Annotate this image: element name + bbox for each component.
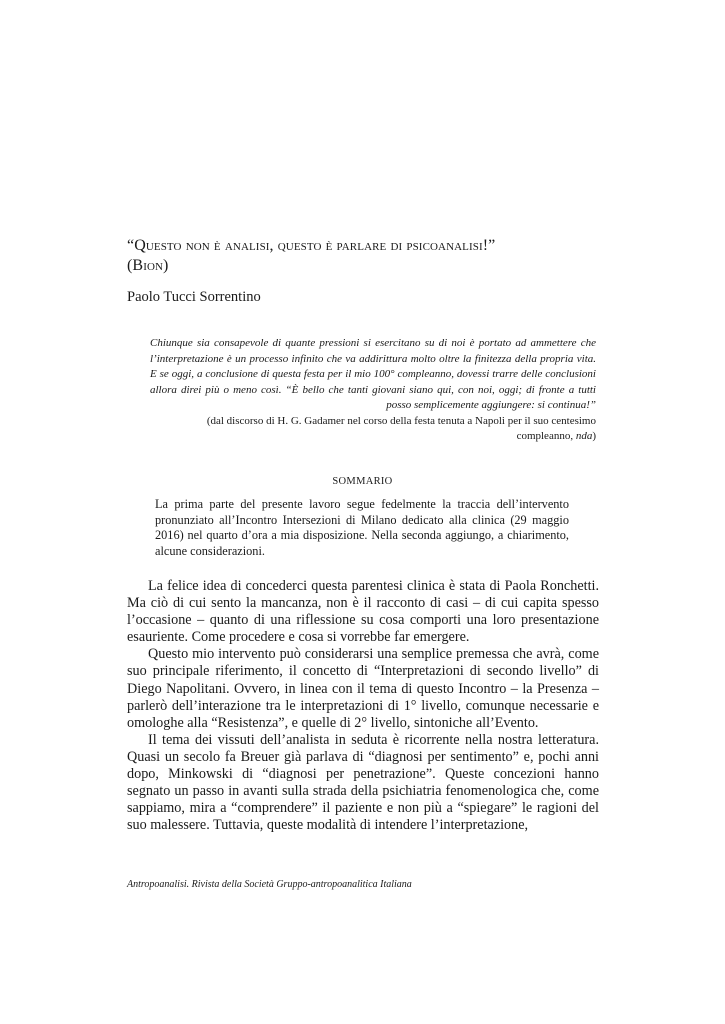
sommario-text: La prima parte del presente lavoro segue fedelmente la traccia dell’intervento pronunziato all’Incontro Intersezioni di Milano dedicato alla clinica (29 maggio 2016) nel quarto d’ora a mia disposizione. Nella seconda aggiungo, a chiarimento, alcune considerazioni.: [155, 497, 569, 558]
epigraph-source: [150, 414, 596, 445]
title-line-1: “Questo non è analisi, questo è parlare di psicoanalisi!”: [127, 237, 496, 254]
sommario-heading: SOMMARIO: [332, 476, 393, 487]
epigraph-source-text: (dal discorso di H. G. Gadamer nel corso della festa tenuta a Napoli per il suo centesimo compleanno,: [206, 414, 596, 442]
epigraph: [150, 336, 596, 445]
author-name: Paolo Tucci Sorrentino: [127, 289, 261, 305]
body-paragraph: Il tema dei vissuti dell’analista in seduta è ricorrente nella nostra letteratura. Quasi un secolo fa Breuer già parlava di “diagnosi per sentimento” e, pochi anni dopo, Minkowski di “diagnosi per penetrazione”. Queste concezioni hanno segnato un passo in avanti sulla strada della psichiatria fenomenologica che, come sappiamo, mira a “comprendere” il paziente e non più a “spiegare” le ragioni del suo malessere. Tuttavia, queste modalità di intendere l’interpretazione,: [127, 731, 599, 834]
epigraph-quote: Chiunque sia consapevole di quante pressioni si esercitano su di noi è portato ad ammettere che l’interpretazione è un processo infinito che va addirittura molto oltre la finitezza della propria vita. E se oggi, a conclusione di questa festa per il mio 100° compleanno, dovessi trarre delle conclusioni allora direi più o meno così. “È bello che tanti giovani siano qui, con noi, oggi; di fronte a tutti posso semplicemente aggiungere: si continua!”: [150, 337, 596, 411]
article-title: [127, 236, 607, 276]
body-paragraph: Questo mio intervento può considerarsi una semplice premessa che avrà, come suo principale riferimento, il concetto di “Interpretazioni di secondo livello” di Diego Napolitani. Ovvero, in linea con il tema di questo Incontro – la Presenza – parlerò dell’interazione tra le interpretazioni di 1° livello, comunque necessarie e omologhe alla “Resistenza”, e quelle di 2° livello, sintoniche all’Evento.: [127, 646, 599, 731]
body-text: [127, 578, 599, 834]
epigraph-source-close: ): [592, 430, 596, 442]
epigraph-source-nda: nda: [575, 430, 593, 442]
journal-footer: Antropoanalisi. Rivista della Società Gruppo-antropoanalitica Italiana: [127, 879, 412, 890]
body-paragraph: La felice idea di concederci questa parentesi clinica è stata di Paola Ronchetti. Ma ciò di cui sento la mancanza, non è il racconto di casi – di cui capita spesso l’occasione – quanto di una riflessione su cosa comporti una loro presentazione esauriente. Come procedere e cosa si vorrebbe far emergere.: [127, 578, 599, 646]
title-line-2: (Bion): [127, 257, 169, 274]
